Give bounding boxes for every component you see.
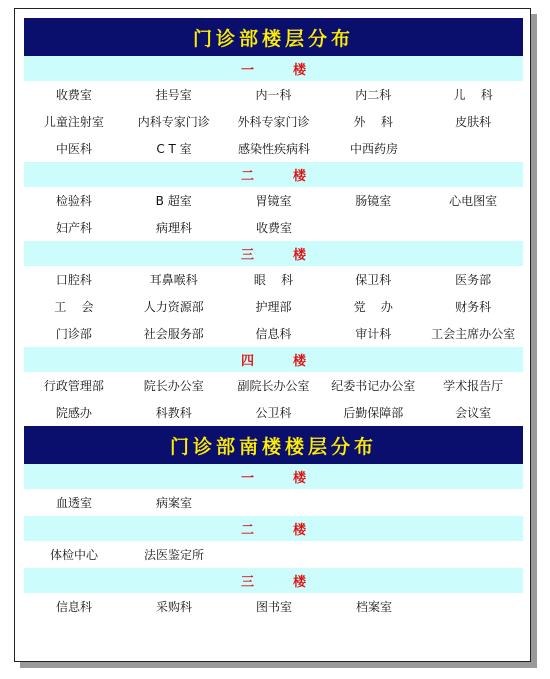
department-name: 工会主席办公室 xyxy=(431,327,516,341)
department-name: 工 会 xyxy=(54,300,94,314)
department-row xyxy=(24,187,523,214)
department-name: 胃镜室 xyxy=(255,194,292,208)
department-row xyxy=(24,81,523,108)
department-row xyxy=(24,293,523,320)
department-name: 外科专家门诊 xyxy=(237,115,310,129)
floor-header: 三 楼 xyxy=(24,241,523,266)
department-name: 院感办 xyxy=(55,406,92,420)
department-row xyxy=(24,214,523,241)
department-row xyxy=(24,541,523,568)
department-name: 信息科 xyxy=(255,327,292,341)
department-name: 耳鼻喉科 xyxy=(149,273,198,287)
department-name: 行政管理部 xyxy=(43,379,104,393)
document-frame xyxy=(14,8,531,662)
department-row xyxy=(24,320,523,347)
department-row xyxy=(24,135,523,162)
department-name: 采购科 xyxy=(155,600,192,614)
department-name: 门诊部 xyxy=(55,327,92,341)
floor-header: 二 楼 xyxy=(24,516,523,541)
department-name: 会议室 xyxy=(455,406,492,420)
department-name: B 超室 xyxy=(155,194,192,208)
department-name: 肠镜室 xyxy=(355,194,392,208)
department-name: 收费室 xyxy=(255,221,292,235)
department-row xyxy=(24,108,523,135)
department-name: 审计科 xyxy=(355,327,392,341)
department-name: 党 办 xyxy=(353,300,393,314)
department-name: 外 科 xyxy=(353,115,393,129)
department-row xyxy=(24,489,523,516)
department-name: C T 室 xyxy=(156,142,192,156)
department-name: 妇产科 xyxy=(55,221,92,235)
floor-header: 二 楼 xyxy=(24,162,523,187)
department-name: 检验科 xyxy=(55,194,92,208)
department-name: 内一科 xyxy=(255,88,292,102)
department-name: 保卫科 xyxy=(355,273,392,287)
department-name: 人力资源部 xyxy=(143,300,204,314)
department-row xyxy=(24,266,523,293)
department-name: 后勤保障部 xyxy=(343,406,404,420)
department-name: 公卫科 xyxy=(255,406,292,420)
department-name: 中西药房 xyxy=(349,142,398,156)
floor-header: 一 楼 xyxy=(24,464,523,489)
department-name: 医务部 xyxy=(455,273,492,287)
section-title: 门诊部南楼楼层分布 xyxy=(24,426,523,464)
floor-directory xyxy=(24,18,523,620)
department-row xyxy=(24,372,523,399)
department-name: 图书室 xyxy=(255,600,292,614)
floor-header: 四 楼 xyxy=(24,347,523,372)
department-name: 感染性疾病科 xyxy=(237,142,310,156)
department-name: 护理部 xyxy=(255,300,292,314)
department-name: 儿 科 xyxy=(453,88,493,102)
department-name: 眼 科 xyxy=(253,273,294,287)
department-name: 科教科 xyxy=(155,406,192,420)
department-name: 纪委书记办公室 xyxy=(331,379,416,393)
department-name: 血透室 xyxy=(55,496,92,510)
department-name: 挂号室 xyxy=(155,88,192,102)
department-name: 学术报告厅 xyxy=(443,379,504,393)
department-name: 儿童注射室 xyxy=(43,115,104,129)
section-title: 门诊部楼层分布 xyxy=(24,18,523,56)
department-name: 病理科 xyxy=(155,221,192,235)
department-name: 中医科 xyxy=(55,142,92,156)
floor-header: 三 楼 xyxy=(24,568,523,593)
department-name: 法医鉴定所 xyxy=(143,548,204,562)
department-name: 档案室 xyxy=(355,600,392,614)
floor-header: 一 楼 xyxy=(24,56,523,81)
department-name: 皮肤科 xyxy=(455,115,492,129)
department-name: 体检中心 xyxy=(49,548,98,562)
department-name: 信息科 xyxy=(55,600,92,614)
department-name: 心电图室 xyxy=(449,194,498,208)
department-name: 收费室 xyxy=(55,88,92,102)
department-name: 社会服务部 xyxy=(143,327,204,341)
department-name: 口腔科 xyxy=(55,273,92,287)
department-name: 院长办公室 xyxy=(143,379,204,393)
department-name: 财务科 xyxy=(455,300,492,314)
department-name: 病案室 xyxy=(155,496,192,510)
department-name: 内科专家门诊 xyxy=(137,115,210,129)
department-name: 副院长办公室 xyxy=(237,379,310,393)
department-row xyxy=(24,593,523,620)
department-row xyxy=(24,399,523,426)
department-name: 内二科 xyxy=(355,88,392,102)
